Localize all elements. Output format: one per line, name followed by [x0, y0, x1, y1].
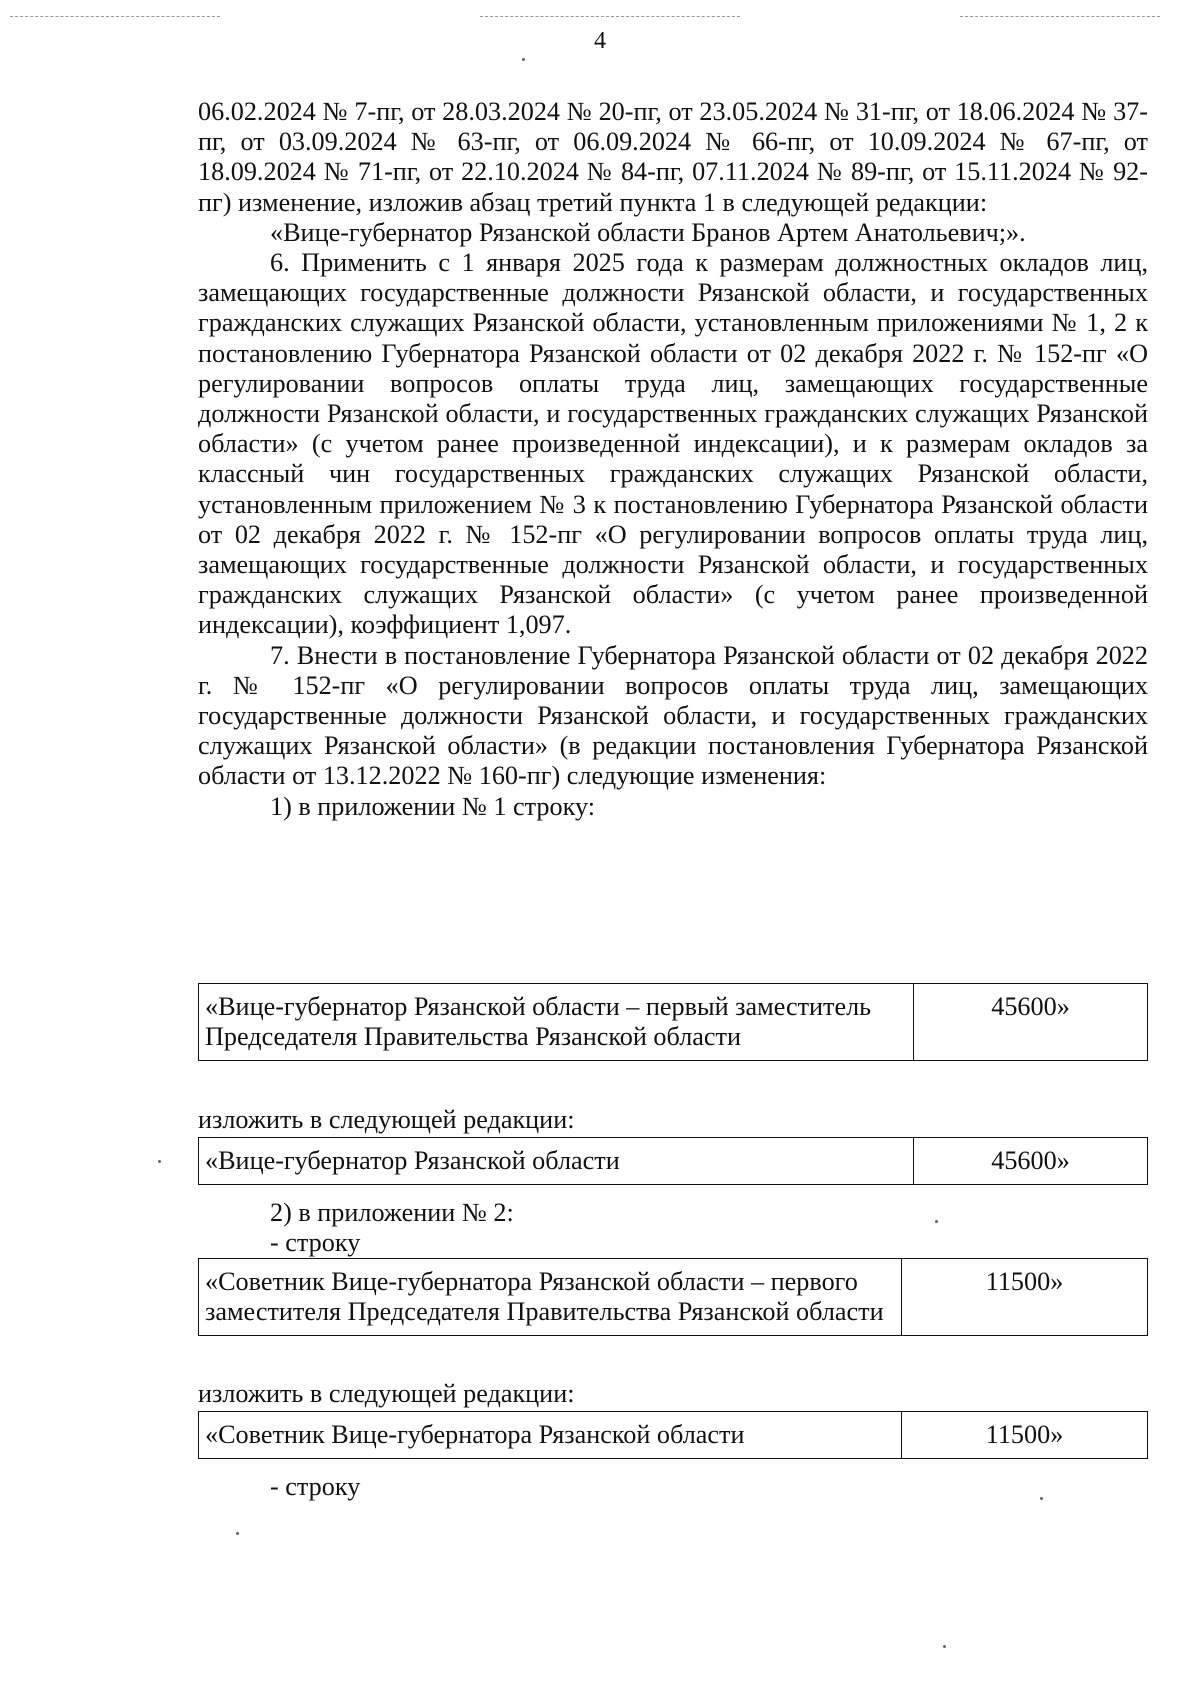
- table-old-row-appendix-1: [198, 983, 1148, 1061]
- paragraph-appendix-1: 1) в приложении № 1 строку:: [270, 791, 595, 821]
- position-title-cell: «Советник Вице-губернатора Рязанской области – первого заместителя Председателя Правительства Рязанской области: [199, 1259, 902, 1336]
- paragraph-item-7: 7. Внести в постановление Губернатора Рязанской области от 02 декабря 2022 г. № 152-пг «О регулировании вопросов оплаты труда лиц, замещающих государственные должности Рязанской области, и государственных гражданских служащих Рязанской области» (в редакции постановления Губернатора Рязанской области от 13.12.2022 № 160-пг) следующие изменения:: [198, 640, 1148, 791]
- body-text-section-1: [198, 97, 1148, 822]
- paragraph-new-wording-label: изложить в следующей редакции:: [198, 1379, 575, 1408]
- scan-artifact-line: [960, 16, 1160, 17]
- paragraph-new-wording-label: изложить в следующей редакции:: [198, 1105, 575, 1134]
- table-row: [199, 1259, 1148, 1336]
- scan-speck: [943, 1645, 946, 1648]
- text-new-wording-1: [198, 1105, 1148, 1135]
- table-old-row-appendix-2: [198, 1258, 1148, 1336]
- scan-speck: [935, 1220, 938, 1223]
- salary-value-cell: 45600»: [914, 984, 1148, 1061]
- salary-value-cell: 45600»: [914, 1138, 1148, 1185]
- body-text-section-2: [198, 1198, 1148, 1258]
- paragraph-row-label: - строку: [270, 1472, 361, 1501]
- position-title-cell: «Советник Вице-губернатора Рязанской области: [199, 1412, 902, 1459]
- scan-artifact-line: [480, 16, 740, 17]
- position-title-cell: «Вице-губернатор Рязанской области – первый заместитель Председателя Правительства Рязанской области: [199, 984, 914, 1061]
- table-row: [199, 1138, 1148, 1185]
- scan-speck: [1040, 1497, 1043, 1500]
- position-title-cell: «Вице-губернатор Рязанской области: [199, 1138, 914, 1185]
- paragraph-item-6: 6. Применить с 1 января 2025 года к размерам должностных окладов лиц, замещающих государственные должности Рязанской области, и государственных гражданских служащих Рязанской области, установленным приложениями № 1, 2 к постановлению Губернатора Рязанской области от 02 декабря 2022 г. № 152-пг «О регулировании вопросов оплаты труда лиц, замещающих государственные должности Рязанской области, и государственных гражданских служащих Рязанской области» (с учетом ранее произведенной индексации), и к размерам окладов за классный чин государственных гражданских служащих Рязанской области, установленным приложением № 3 к постановлению Губернатора Рязанской области от 02 декабря 2022 г. № 152-пг «О регулировании вопросов оплаты труда лиц, замещающих государственные должности Рязанской области, и государственных гражданских служащих Рязанской области» (с учетом ранее произведенной индексации), коэффициент 1,097.: [198, 248, 1148, 640]
- scan-speck: [236, 1532, 239, 1535]
- paragraph-row-label: - строку: [270, 1228, 361, 1258]
- paragraph-appendix-2: 2) в приложении № 2:: [270, 1198, 514, 1227]
- page-number: 4: [594, 28, 606, 54]
- table-row: [199, 1412, 1148, 1459]
- text-new-wording-2: [198, 1379, 1148, 1409]
- table-row: [199, 984, 1148, 1061]
- paragraph-new-wording: «Вице-губернатор Рязанской области Бранов Артем Анатольевич;».: [270, 217, 1026, 247]
- body-text-final: [198, 1472, 1148, 1502]
- table-new-row-appendix-1: [198, 1137, 1148, 1185]
- scan-speck: [522, 58, 525, 61]
- paragraph-amendment-list: 06.02.2024 № 7-пг, от 28.03.2024 № 20-пг, от 23.05.2024 № 31-пг, от 18.06.2024 № 37-пг, от 03.09.2024 № 63-пг, от 06.09.2024 № 66-пг, от 10.09.2024 № 67-пг, от 18.09.2024 № 71-пг, от 22.10.2024 № 84-пг, 07.11.2024 № 89-пг, от 15.11.2024 № 92-пг) изменение, изложив абзац третий пункта 1 в следующей редакции:: [198, 97, 1148, 217]
- scan-speck: [158, 1160, 161, 1163]
- salary-value-cell: 11500»: [902, 1412, 1148, 1459]
- scan-artifact-line: [10, 16, 220, 17]
- salary-value-cell: 11500»: [902, 1259, 1148, 1336]
- table-new-row-appendix-2: [198, 1411, 1148, 1459]
